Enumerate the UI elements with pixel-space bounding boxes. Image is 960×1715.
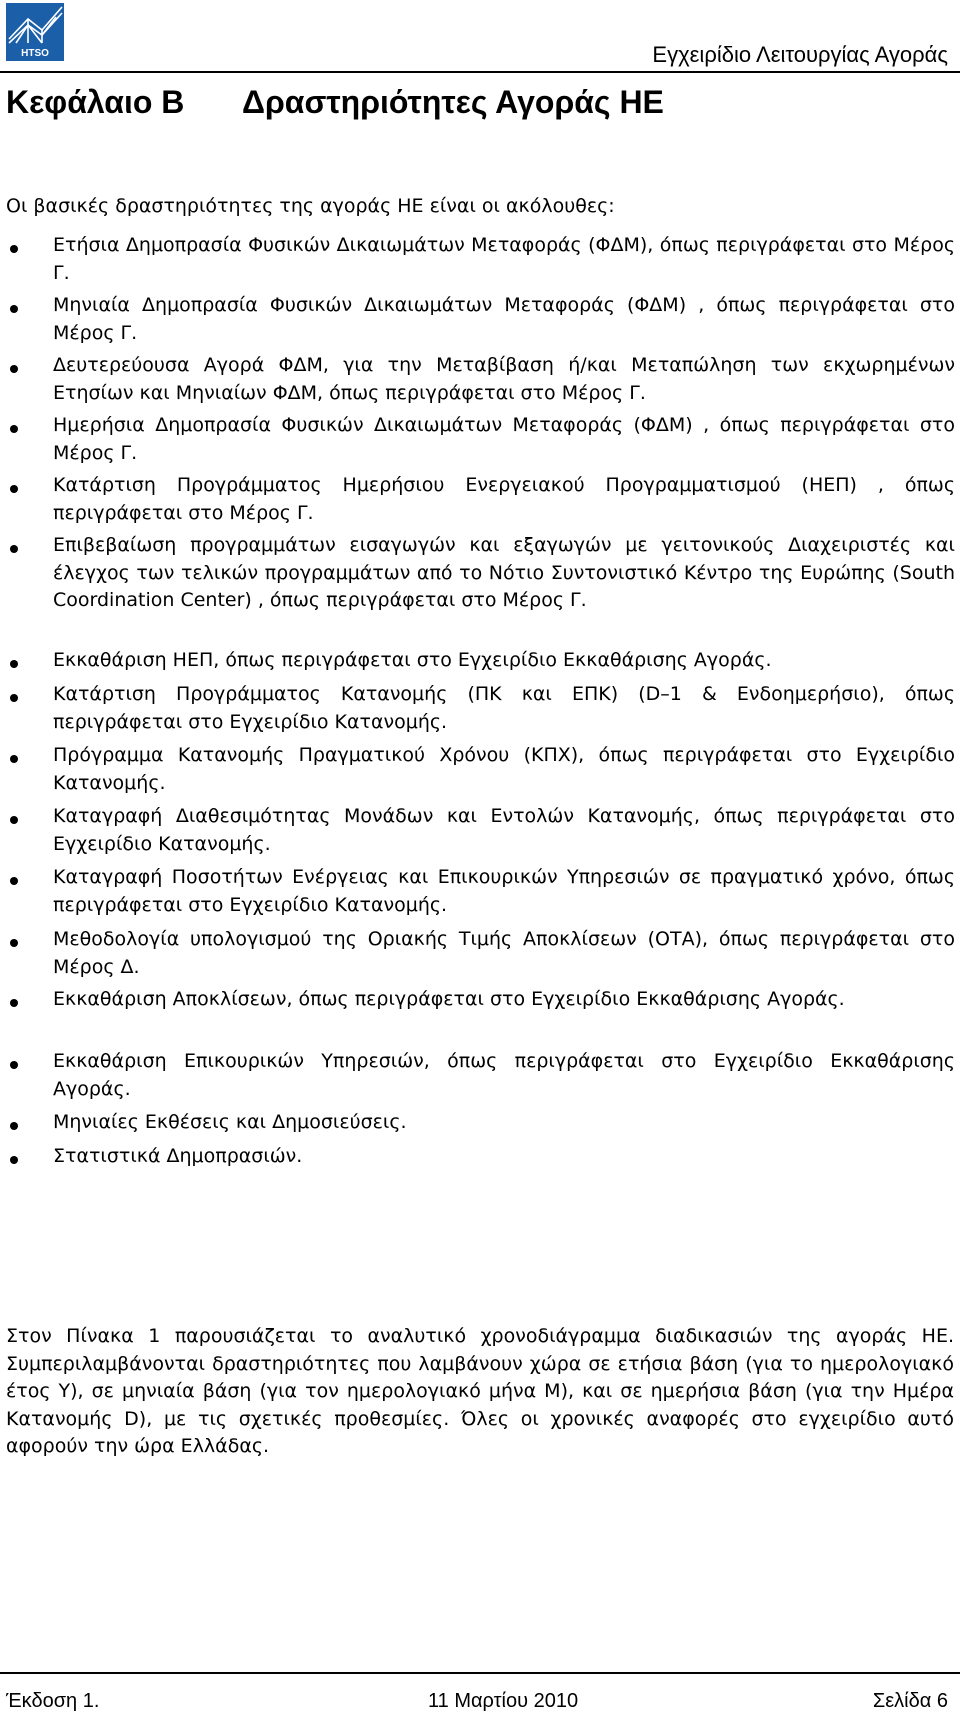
bullet-icon	[10, 877, 18, 885]
page-number: Σελίδα 6	[872, 1690, 948, 1712]
schedule-paragraph: Στον Πίνακα 1 παρουσιάζεται το αναλυτικό χρονοδιάγραμμα διαδικασιών της αγοράς ΗΕ. Συμπεριλαμβάνονται δραστηριότητες που λαμβάνουν χώρα σε ετήσια βάση (για το ημερολογιακό έτος Y), σε μηνιαία βάση (για τον ημερολογιακό μήνα M), και σε ημερήσια βάση (για την Ημέρα Κατανομής D), με τις σχετικές προθεσμίες. Όλες οι χρονικές αναφορές στο εγχειρίδιο αυτό αφορούν την ώρα Ελλάδας.	[6, 1325, 954, 1458]
footer-divider	[0, 1672, 960, 1674]
bullet-icon	[10, 305, 18, 313]
chapter-number: Κεφάλαιο Β	[6, 84, 185, 120]
logo-text: HTSO	[21, 48, 49, 59]
htso-logo	[6, 3, 64, 61]
date-label: 11 Μαρτίου 2010	[428, 1690, 579, 1712]
bullet-icon	[10, 1122, 18, 1130]
bullet-icon	[10, 245, 18, 253]
chapter-title: Δραστηριότητες Αγοράς ΗΕ	[242, 84, 664, 120]
manual-title: Εγχειρίδιο Λειτουργίας Αγοράς	[652, 42, 948, 67]
bullet-icon	[10, 1061, 18, 1069]
bullet-icon	[10, 1156, 18, 1164]
bullet-icon	[10, 999, 18, 1007]
bullet-icon	[10, 816, 18, 824]
edition-label: Έκδοση 1.	[6, 1690, 100, 1712]
bullet-icon	[10, 365, 18, 373]
bullet-icon	[10, 545, 18, 553]
bullet-icon	[10, 660, 18, 668]
intro-text: Οι βασικές δραστηριότητες της αγοράς ΗΕ είναι οι ακόλουθες:	[6, 195, 615, 217]
bullet-icon	[10, 425, 18, 433]
bullet-icon	[10, 485, 18, 493]
bullet-icon	[10, 755, 18, 763]
chapter-heading	[6, 84, 664, 121]
bullet-icon	[10, 939, 18, 947]
bullet-icon	[10, 694, 18, 702]
header-divider	[0, 71, 960, 73]
